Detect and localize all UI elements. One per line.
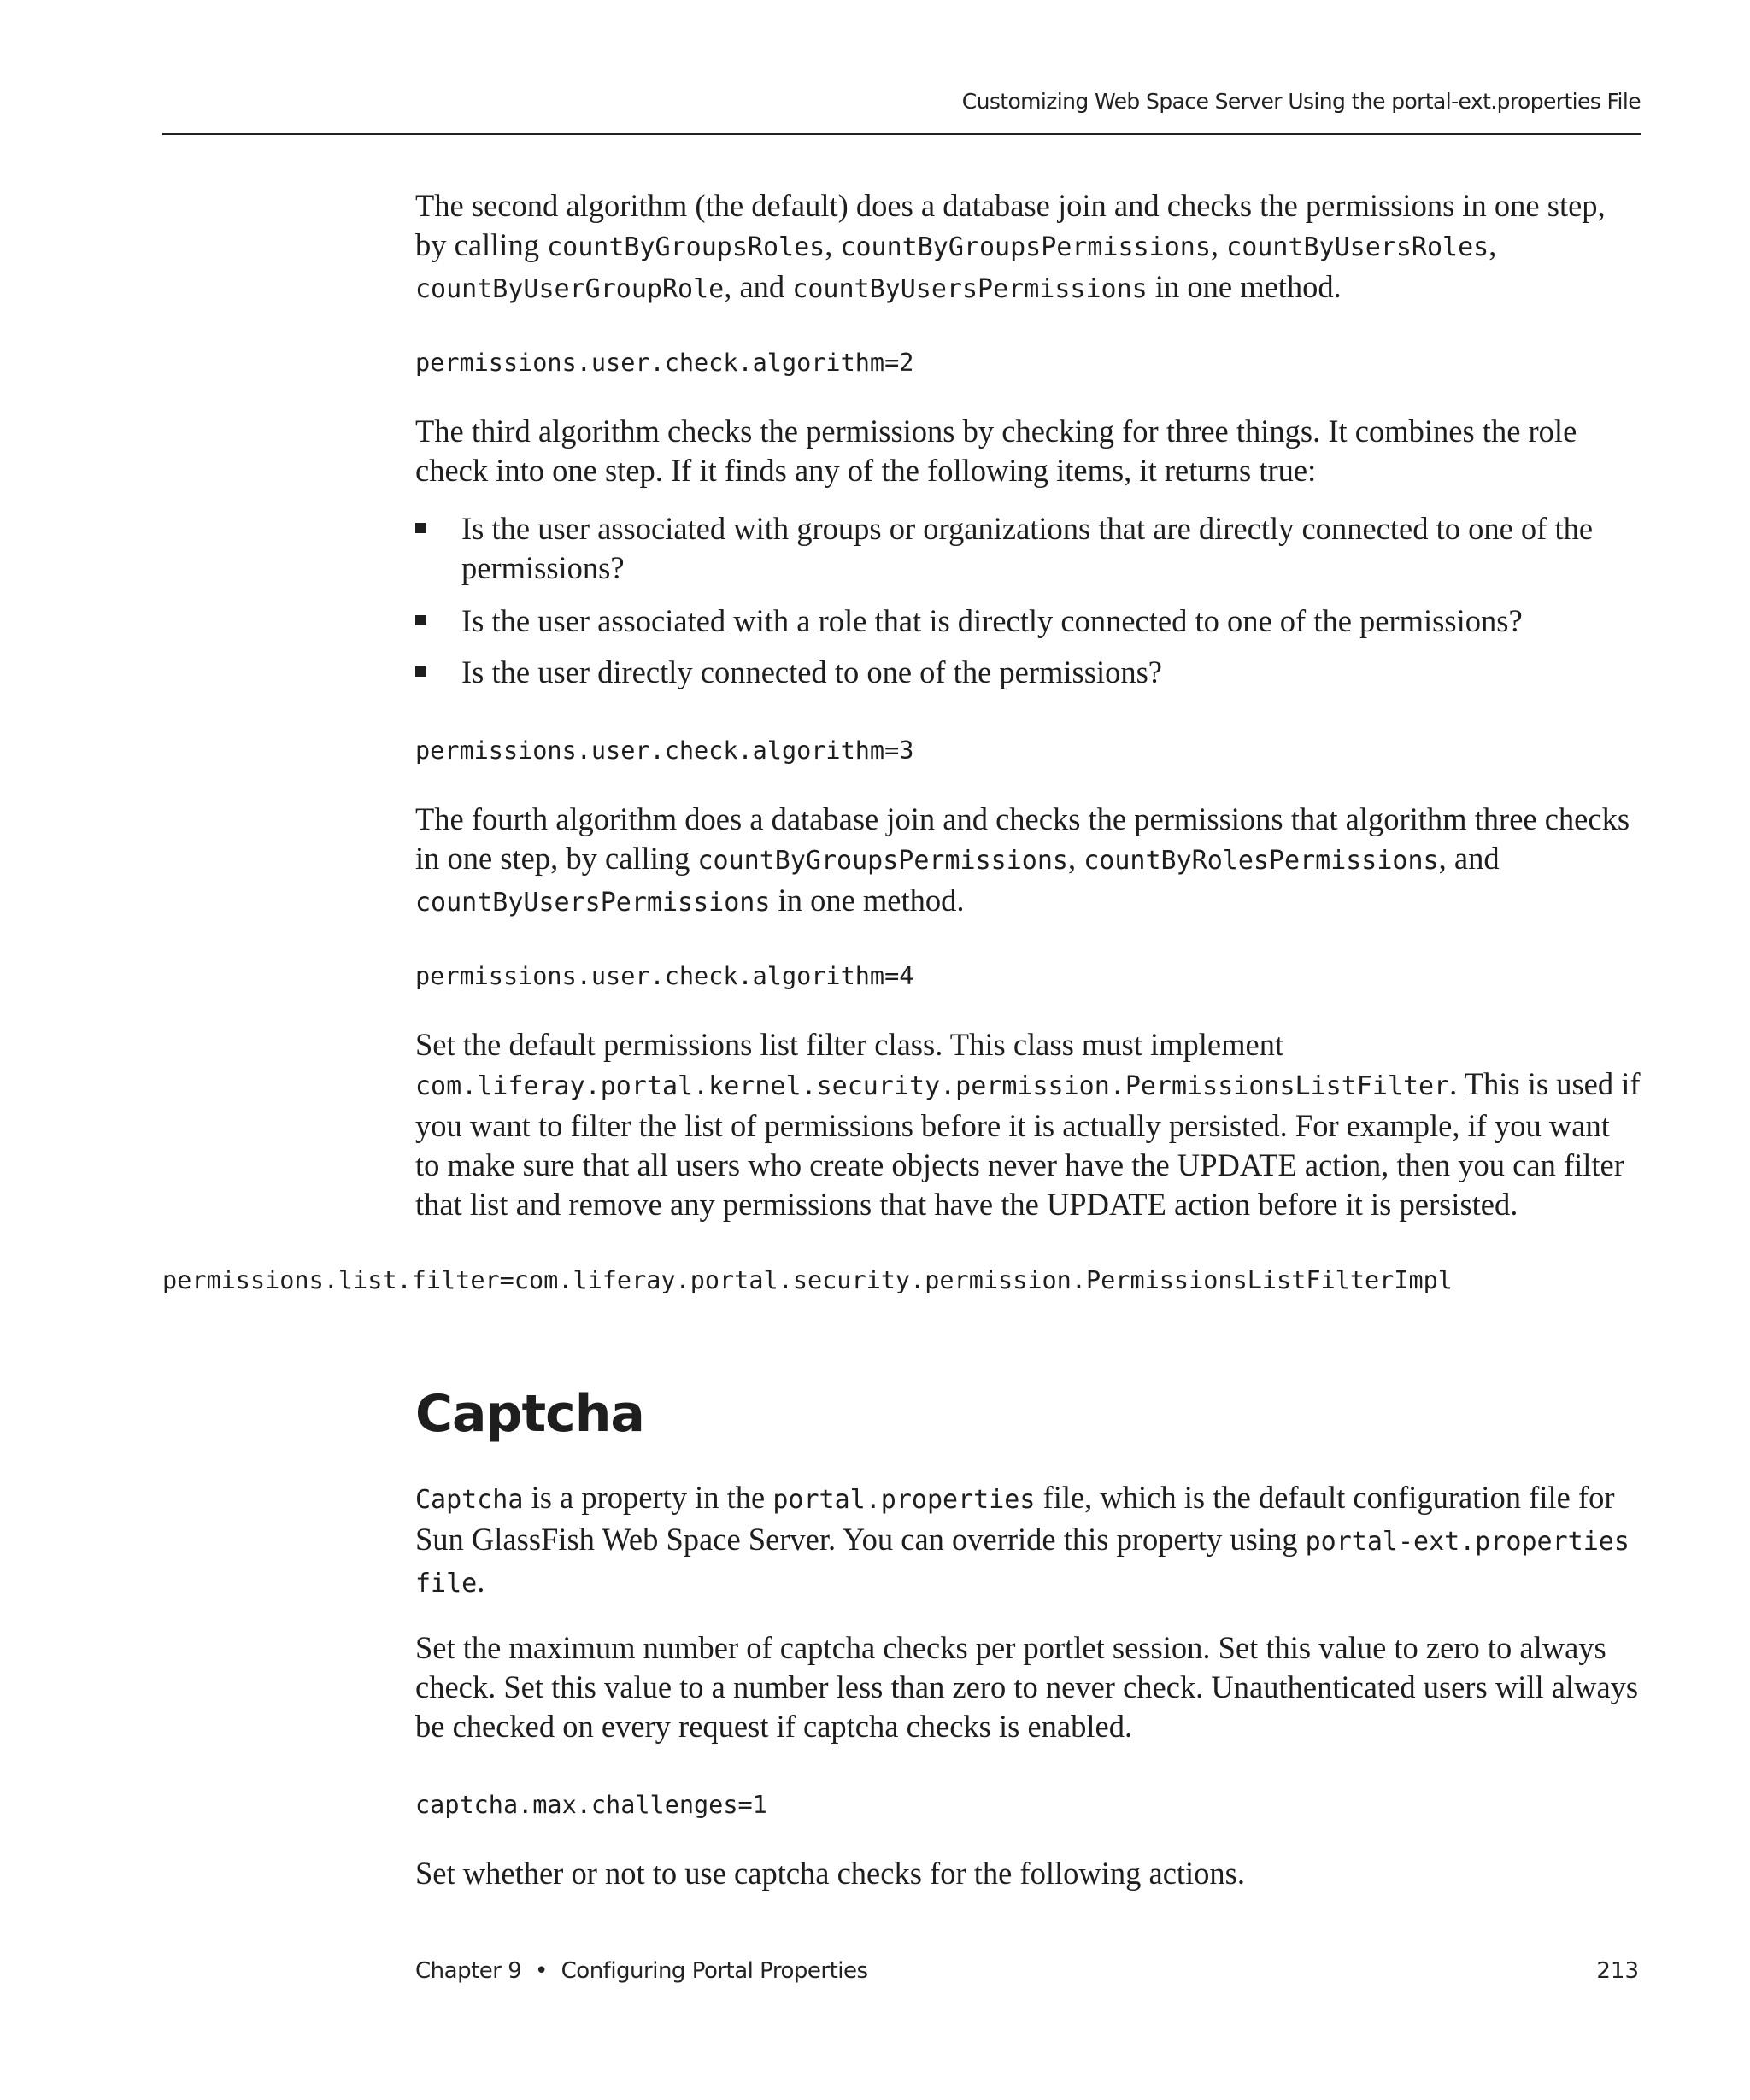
footer-separator: • — [535, 1958, 548, 1984]
code-inline: portal.properties — [772, 1485, 1036, 1515]
list-item: Is the user associated with groups or organizations that are directly connected to one of the permissions? — [415, 509, 1641, 588]
bullet-icon — [415, 666, 426, 677]
code-line-list-filter: permissions.list.filter=com.liferay.portal.security.permission.PermissionsListFilterImpl — [162, 1266, 1453, 1294]
code-inline: Captcha — [415, 1485, 524, 1515]
code-line-algorithm-2: permissions.user.check.algorithm=2 — [415, 349, 914, 377]
paragraph-captcha-actions: Set whether or not to use captcha checks for the following actions. — [415, 1856, 1246, 1891]
bullet-icon — [415, 523, 426, 533]
code-inline: countByGroupsRoles — [547, 232, 825, 262]
code-line-algorithm-4: permissions.user.check.algorithm=4 — [415, 962, 914, 990]
code-line-algorithm-3: permissions.user.check.algorithm=3 — [415, 736, 914, 765]
text: in one method. — [770, 883, 965, 918]
page-number: 213 — [1596, 1958, 1639, 1984]
text: in one method. — [1147, 269, 1342, 304]
text: , — [1489, 227, 1497, 262]
text: , and — [1438, 841, 1500, 876]
bullet-icon — [415, 615, 426, 625]
text: . This is used if you want to filter the list of permissions before it is actually persisted. For example, if you want to make sure that all users who create objects never have the UPDATE action, then you can filter that list and remove any permissions that have the UPDATE action before it is persisted. — [415, 1066, 1641, 1222]
code-inline: portal-ext.properties file — [415, 1527, 1630, 1598]
paragraph-third-algorithm: The third algorithm checks the permissions by checking for three things. It combines the role check into one step. If it finds any of the following items, it returns true: — [415, 414, 1577, 488]
text: , — [1210, 227, 1227, 262]
footer-chapter-title: Configuring Portal Properties — [561, 1958, 868, 1984]
section-title: Captcha — [415, 1384, 644, 1444]
code-line-captcha-max: captcha.max.challenges=1 — [415, 1791, 767, 1819]
paragraph-second-algorithm — [415, 186, 1641, 309]
list-item: Is the user directly connected to one of the permissions? — [415, 653, 1641, 692]
footer-chapter — [415, 1958, 868, 1984]
footer-chapter-number: Chapter 9 — [415, 1958, 522, 1984]
code-inline: countByRolesPermissions — [1083, 846, 1439, 876]
text: The second algorithm (the default) does a database join and checks the permissions in one step, by calling — [415, 188, 1606, 262]
code-inline: countByGroupsPermissions — [840, 232, 1211, 262]
running-header: Customizing Web Space Server Using the portal-ext.properties File — [961, 89, 1641, 114]
paragraph-fourth-algorithm — [415, 800, 1641, 923]
paragraph-captcha-max: Set the maximum number of captcha checks per portlet session. Set this value to zero to always check. Set this value to a number less than zero to never check. Unauthenticated users will always be checked on every request if captcha checks is enabled. — [415, 1630, 1639, 1744]
code-inline: countByUserGroupRole — [415, 274, 725, 304]
code-inline: countByUsersPermissions — [415, 888, 771, 918]
text: , — [825, 227, 841, 262]
text: . — [477, 1563, 485, 1598]
header-rule — [162, 133, 1641, 135]
paragraph-list-filter — [415, 1025, 1641, 1224]
text: is a property in the — [523, 1480, 773, 1515]
code-inline: com.liferay.portal.kernel.security.permission.PermissionsListFilter — [415, 1071, 1450, 1101]
list-item: Is the user associated with a role that is directly connected to one of the permissions? — [415, 601, 1641, 641]
text: Set the default permissions list filter class. This class must implement — [415, 1027, 1284, 1062]
paragraph-captcha-intro — [415, 1478, 1641, 1604]
text: , — [1067, 841, 1084, 876]
text: file, which is the default configuration file for Sun GlassFish Web Space Server. You can override this property using — [415, 1480, 1615, 1557]
code-inline: countByGroupsPermissions — [697, 846, 1068, 876]
text: The fourth algorithm does a database join and checks the permissions that algorithm three checks in one step, by calling — [415, 801, 1630, 876]
text: , and — [724, 269, 793, 304]
code-inline: countByUsersRoles — [1226, 232, 1489, 262]
code-inline: countByUsersPermissions — [792, 274, 1148, 304]
